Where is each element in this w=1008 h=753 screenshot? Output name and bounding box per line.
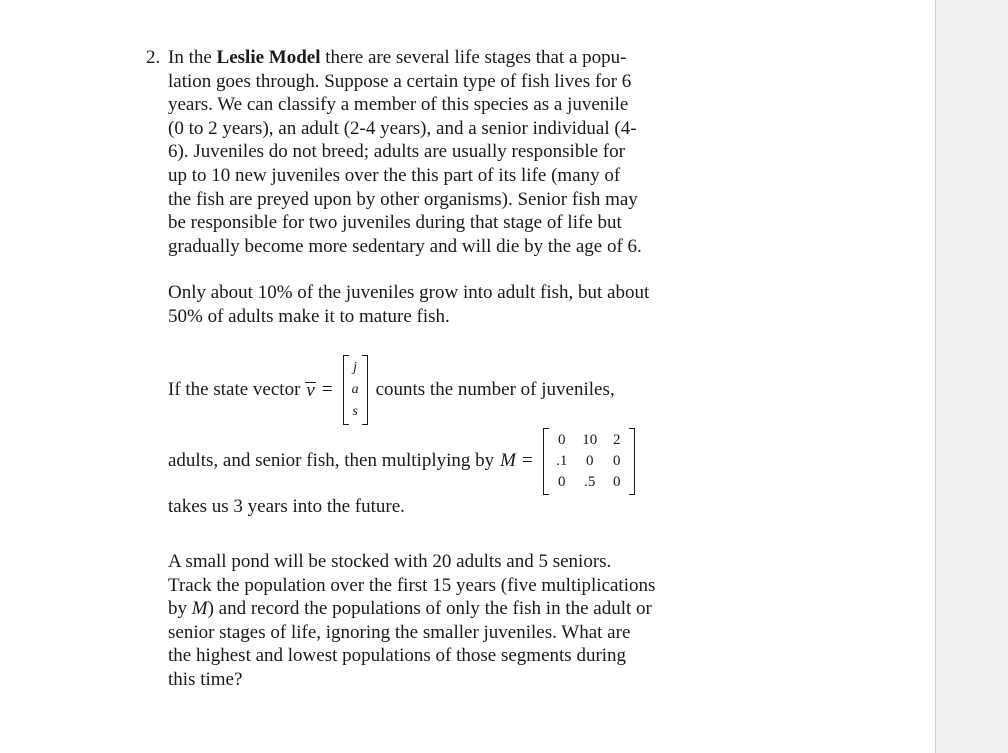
matrix-cell: .1: [556, 452, 568, 469]
future-line: takes us 3 years into the future.: [168, 496, 405, 517]
text-line: the highest and lowest populations of those segments during: [168, 645, 627, 667]
text-line: lation goes through. Suppose a certain type of fish lives for 6: [168, 70, 632, 92]
matrix-symbol: M: [500, 450, 516, 471]
text-line: (0 to 2 years), an adult (2-4 years), and a senior individual (4-: [168, 117, 637, 139]
text-line: In the Leslie Model there are several life stages that a popu-: [168, 47, 627, 68]
vector-entry: s: [352, 404, 358, 419]
text-line: 50% of adults make it to mature fish.: [168, 305, 450, 327]
matrix-cell: 2: [612, 431, 621, 448]
vector-entry: a: [351, 382, 359, 397]
paragraph-intro: [168, 46, 710, 258]
state-vector: [343, 355, 368, 425]
vector-symbol: v: [306, 379, 315, 401]
text-line: years. We can classify a member of this species as a juvenile: [168, 94, 629, 116]
text-line: Only about 10% of the juveniles grow into adult fish, but about: [168, 282, 650, 303]
leslie-matrix-line: adults, and senior fish, then multiplying by M = 0 10 2 .1 0 0 0 .5 0: [168, 426, 639, 496]
text-line: senior stages of life, ignoring the smaller juveniles. What are: [168, 621, 631, 643]
text-line: Track the population over the first 15 years (five multiplications: [168, 574, 656, 596]
side-panel: [935, 0, 1008, 753]
text-line: gradually become more sedentary and will die by the age of 6.: [168, 235, 642, 257]
leslie-matrix: [543, 428, 635, 495]
text-line: by M) and record the populations of only the fish in the adult or: [168, 598, 652, 620]
matrix-cell: .5: [584, 473, 596, 490]
text-line: this time?: [168, 668, 243, 690]
text-line: 6). Juveniles do not breed; adults are usually responsible for: [168, 141, 625, 163]
matrix-cell: 0: [557, 431, 566, 448]
leslie-model-term: Leslie Model: [216, 47, 321, 68]
text-line: be responsible for two juveniles during that stage of life but: [168, 212, 622, 234]
vector-entry: j: [353, 360, 357, 375]
matrix-cell: 0: [557, 473, 566, 490]
paragraph-survival: [168, 281, 710, 328]
paragraph-question: [168, 550, 710, 692]
text-line: A small pond will be stocked with 20 adults and 5 seniors.: [168, 551, 612, 572]
text-line: the fish are preyed upon by other organisms). Senior fish may: [168, 188, 638, 210]
matrix-cell: 10: [582, 431, 598, 448]
matrix-cell: 0: [585, 452, 594, 469]
matrix-symbol: M: [191, 598, 208, 620]
problem-number: 2.: [146, 47, 161, 68]
state-vector-line: If the state vector v = j a s counts the number of juveniles,: [168, 354, 615, 426]
text-line: up to 10 new juveniles over the this part of its life (many of: [168, 164, 621, 186]
matrix-cell: 0: [612, 452, 621, 469]
matrix-cell: 0: [612, 473, 621, 490]
